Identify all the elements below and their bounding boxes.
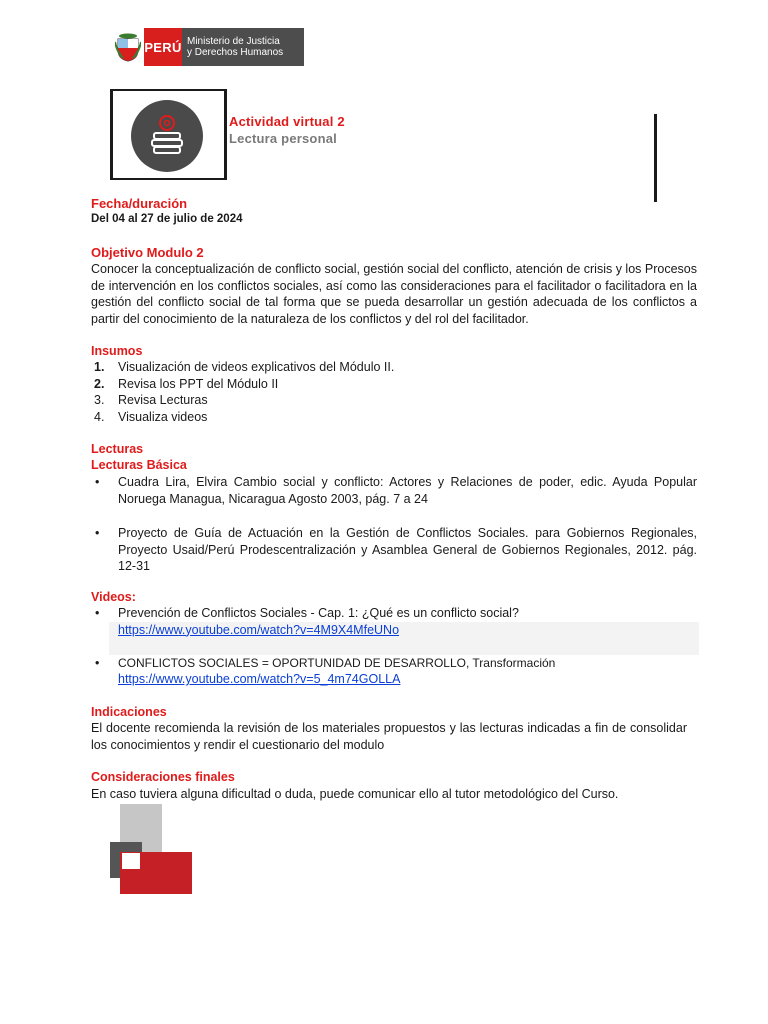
at-sign-books-icon [131, 100, 203, 172]
item-text: Visualiza videos [118, 409, 208, 424]
item-number: 4. [94, 409, 105, 424]
fecha-value: Del 04 al 27 de julio de 2024 [91, 213, 243, 225]
top-rule [110, 89, 227, 91]
indicaciones-text: El docente recomienda la revisión de los materiales propuestos y las lecturas indicadas a fin de consolidar los conocimientos y rendir el cuestionario del modulo [91, 721, 687, 752]
item-text: Proyecto de Guía de Actuación en la Gestión de Conflictos Sociales. para Gobiernos Regionales, Proyecto Usaid/Perú Prodescentralización y Asamblea General de Gobiernos Regionales, 2012. pág. 12-31 [118, 526, 697, 573]
indicaciones-heading: Indicaciones [91, 705, 167, 719]
bullet-icon: • [95, 655, 100, 670]
video-link-box [109, 622, 699, 655]
lecturas-list [91, 474, 697, 575]
lecturas-subheading: Lecturas Básica [91, 458, 187, 472]
list-item [91, 655, 699, 688]
bullet-icon: • [95, 526, 100, 540]
objetivo-text: Conocer la conceptualización de conflicto social, gestión social del conflicto, atención de crisis y los Procesos de intervención en los conflictos sociales, así como las consideraciones para el facilitador o facilitadora en la gestión del conflicto social de tal forma que se pueda desarrollar un gestión adecuada de los conflictos a partir del conocimiento de la naturaleza de los conflictos y del rol del facilitador. [91, 262, 697, 326]
lecturas-heading: Lecturas [91, 442, 144, 456]
country-label: PERÚ [144, 28, 182, 66]
item-number: 2. [94, 376, 105, 391]
objetivo-heading: Objetivo Modulo 2 [91, 245, 204, 260]
consideraciones-heading: Consideraciones finales [91, 770, 235, 784]
ministry-name [182, 28, 304, 66]
insumos-list [91, 359, 697, 425]
item-number: 3. [94, 393, 105, 407]
bullet-icon: • [95, 606, 100, 620]
video-link[interactable]: https://www.youtube.com/watch?v=4M9X4MfeUNo [118, 622, 400, 637]
insumos-heading: Insumos [91, 344, 143, 358]
item-number: 1. [94, 360, 105, 374]
bullet-icon: • [95, 475, 100, 489]
list-item [91, 474, 697, 507]
item-text: Revisa Lecturas [118, 393, 208, 407]
left-divider [110, 90, 113, 180]
video-link[interactable]: https://www.youtube.com/watch?v=5_4m74GOLLA [118, 672, 401, 686]
ministry-line-1: Ministerio de Justicia [187, 36, 280, 47]
bottom-rule [110, 178, 227, 180]
list-item [91, 376, 697, 393]
videos-list [91, 605, 699, 688]
consideraciones-text: En caso tuviera alguna dificultad o duda, puede comunicar ello al tutor metodológico del Curso. [91, 787, 619, 801]
list-item [91, 605, 699, 655]
header-right-rule [654, 114, 657, 202]
list-item [91, 525, 697, 575]
ministry-logo [112, 28, 304, 66]
list-item [91, 392, 697, 409]
item-text: Visualización de videos explicativos del Módulo II. [118, 360, 395, 374]
decor-square-white [122, 853, 140, 869]
list-item [91, 359, 697, 376]
activity-subtitle: Lectura personal [229, 131, 337, 146]
coat-of-arms-icon [112, 28, 144, 66]
fecha-heading: Fecha/duración [91, 196, 188, 211]
list-item [91, 409, 697, 426]
video-title: Prevención de Conflictos Sociales - Cap. 1: ¿Qué es un conflicto social? [118, 606, 519, 620]
video-title: CONFLICTOS SOCIALES = OPORTUNIDAD DE DESARROLLO, Transformación [118, 655, 556, 670]
ministry-line-2: y Derechos Humanos [187, 47, 284, 58]
videos-heading: Videos: [91, 590, 136, 604]
item-text: Revisa los PPT del Módulo II [118, 376, 279, 391]
item-text: Cuadra Lira, Elvira Cambio social y conflicto: Actores y Relaciones de poder, edic. Ayuda Popular Noruega Managua, Nicaragua Agosto 2003, pág. 7 a 24 [118, 475, 697, 506]
right-divider [224, 90, 227, 180]
activity-icon-circle [131, 100, 203, 172]
activity-title: Actividad virtual 2 [229, 114, 345, 129]
